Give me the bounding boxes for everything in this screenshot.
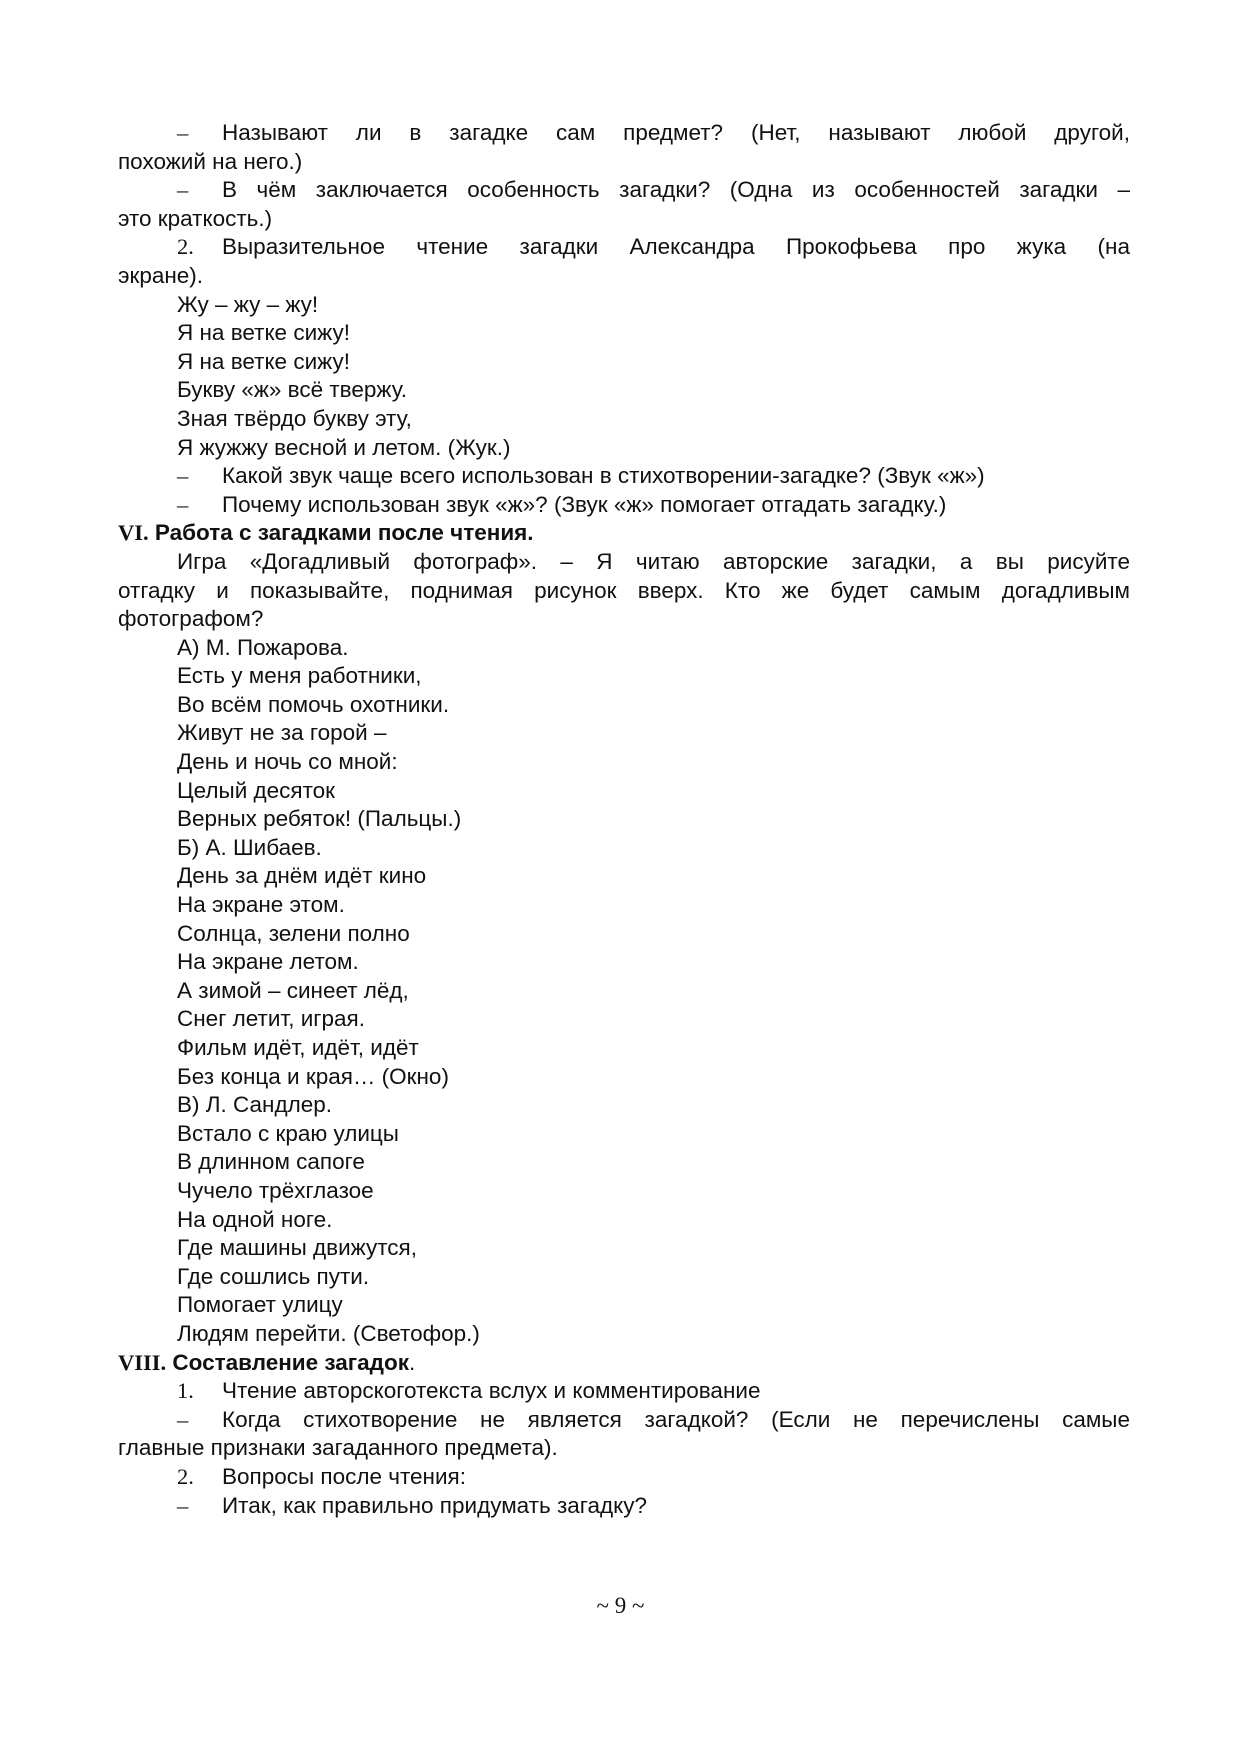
dash-marker: – <box>177 177 189 203</box>
list-number: 2. <box>177 1463 194 1489</box>
text-line: На одной ноге. <box>177 1206 333 1232</box>
text-line: Людям перейти. (Светофор.) <box>177 1320 480 1346</box>
list-item-text: Когда стихотворение не является загадкой? (Если не перечислены самые <box>222 1406 1130 1432</box>
text-line: Без конца и края… (Окно) <box>177 1063 449 1089</box>
dash-marker: – <box>177 1492 189 1518</box>
dash-marker: – <box>177 1406 189 1432</box>
list-item-text: Чтение авторскоготекста вслух и комментирование <box>222 1378 761 1404</box>
text-line: На экране этом. <box>177 892 345 918</box>
section-heading <box>118 1349 1130 1378</box>
text-line: В длинном сапоге <box>177 1149 365 1175</box>
text-line: Целый десяток <box>177 777 336 803</box>
dash-marker: – <box>177 463 189 489</box>
continuation-line: отгадку и показывайте, поднимая рисунок вверх. Кто же будет самым догадливым <box>118 577 1130 603</box>
text-line: Я на ветке сижу! <box>177 320 350 346</box>
section-number: VIII. <box>118 1349 167 1375</box>
list-number: 1. <box>177 1378 194 1404</box>
list-item <box>118 233 1130 262</box>
section-number: VI. <box>118 520 149 546</box>
section-title: Работа с загадками после чтения. <box>154 520 534 546</box>
continuation-line: экране). <box>118 262 204 288</box>
text-line: Где машины движутся, <box>177 1235 417 1261</box>
text-line: Чучело трёхглазое <box>177 1177 374 1203</box>
list-item-text: Выразительное чтение загадки Александра Прокофьева про жука (на <box>222 234 1130 260</box>
list-item <box>118 462 1130 491</box>
list-item <box>118 1377 1130 1406</box>
text-line: А) М. Пожарова. <box>177 634 349 660</box>
section-heading <box>118 519 1130 548</box>
dash-marker: – <box>177 120 189 145</box>
list-item-text: Вопросы после чтения: <box>222 1463 466 1489</box>
list-item <box>118 119 1130 148</box>
text-line: В) Л. Сандлер. <box>177 1092 332 1118</box>
list-item-text: Почему использован звук «ж»? (Звук «ж» помогает отгадать загадку.) <box>222 491 947 517</box>
continuation-line: похожий на него.) <box>118 148 303 174</box>
text-line: Встало с краю улицы <box>177 1120 399 1146</box>
text-line: Зная твёрдо букву эту, <box>177 405 412 431</box>
text-line: Игра «Догадливый фотограф». – Я читаю авторские загадки, а вы рисуйте <box>177 548 1130 574</box>
continuation-line: главные признаки загаданного предмета). <box>118 1435 558 1461</box>
continuation-line: фотографом? <box>118 606 264 632</box>
text-line: На экране летом. <box>177 949 359 975</box>
list-item-text: Какой звук чаще всего использован в стихотворении-загадке? (Звук «ж») <box>222 463 985 489</box>
text-line: День и ночь со мной: <box>177 749 398 775</box>
document-body <box>118 119 1130 1520</box>
text-line: Снег летит, играя. <box>177 1006 365 1032</box>
text-line: Букву «ж» всё твержу. <box>177 377 407 403</box>
text-line: Я на ветке сижу! <box>177 348 350 374</box>
text-line: Есть у меня работники, <box>177 663 422 689</box>
text-line: Я жужжу весной и летом. (Жук.) <box>177 434 511 460</box>
text-line: Где сошлись пути. <box>177 1263 370 1289</box>
text-line: Фильм идёт, идёт, идёт <box>177 1035 419 1060</box>
list-item <box>118 1406 1130 1435</box>
dash-marker: – <box>177 491 189 517</box>
list-item <box>118 491 1130 520</box>
continuation-line: это краткость.) <box>118 205 273 231</box>
text-line: Во всём помочь охотники. <box>177 691 450 717</box>
text-line: А зимой – синеет лёд, <box>177 977 409 1003</box>
section-title-end: . <box>408 1349 416 1375</box>
text-line: Солнца, зелени полно <box>177 920 410 946</box>
text-line: Жу – жу – жу! <box>177 291 319 317</box>
list-item <box>118 1492 1130 1521</box>
list-item-text: В чём заключается особенность загадки? (Одна из особенностей загадки – <box>222 177 1130 203</box>
section-title: Составление загадок <box>172 1349 409 1375</box>
text-line: Живут не за горой – <box>177 720 387 746</box>
text-line: Верных ребяток! (Пальцы.) <box>177 806 462 832</box>
list-item <box>118 176 1130 205</box>
page-number: ~ 9 ~ <box>596 1593 645 1618</box>
text-line: Б) А. Шибаев. <box>177 834 322 860</box>
list-number: 2. <box>177 234 194 260</box>
text-line: Помогает улицу <box>177 1292 343 1318</box>
text-line: День за днём идёт кино <box>177 863 427 889</box>
list-item <box>118 1463 1130 1492</box>
list-item-text: Итак, как правильно придумать загадку? <box>222 1492 648 1518</box>
list-item-text: Называют ли в загадке сам предмет? (Нет, называют любой другой, <box>222 120 1130 145</box>
